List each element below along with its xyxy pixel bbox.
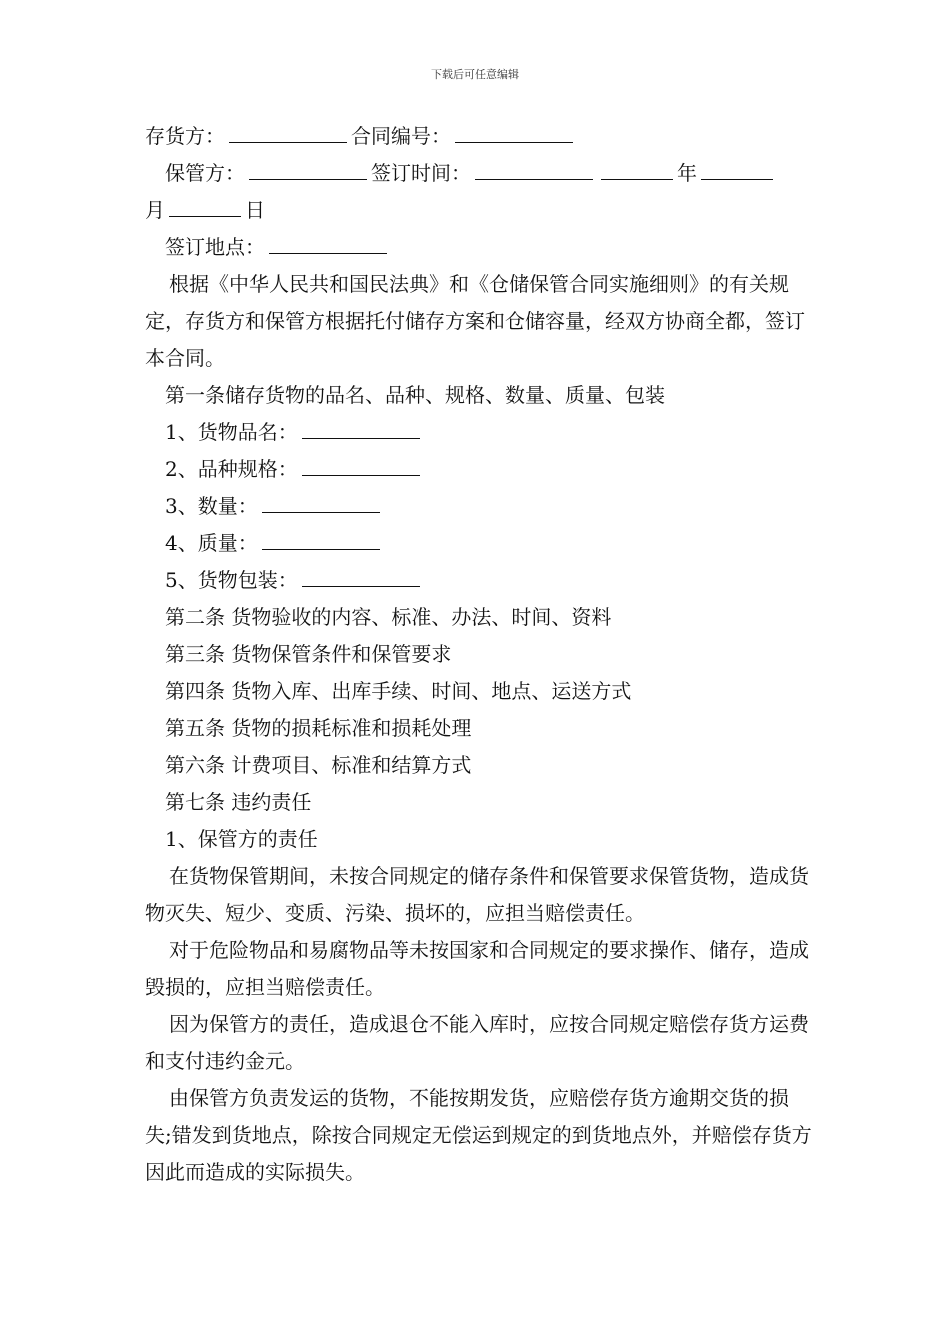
article-title: 第四条 货物入库、出库手续、时间、地点、运送方式	[165, 679, 632, 703]
contract-no-blank	[455, 124, 573, 143]
liability-paragraph: 因为保管方的责任，造成退仓不能入库时，应按合同规定赔偿存货方运费和支付违约金元。	[145, 1012, 809, 1073]
contract-body	[145, 118, 815, 1191]
month-blank	[701, 161, 773, 180]
year-blank	[601, 161, 673, 180]
sign-place-line	[145, 229, 815, 266]
custodian-line	[145, 155, 815, 192]
article-title: 第七条 违约责任	[165, 790, 312, 814]
sign-place-label: 签订地点：	[165, 235, 265, 259]
article-title: 第五条 货物的损耗标准和损耗处理	[165, 716, 472, 740]
article-1-item	[145, 562, 815, 599]
liability-heading: 1、保管方的责任	[165, 827, 318, 851]
depositor-line	[145, 118, 815, 155]
contract-no-label: 合同编号：	[351, 124, 451, 148]
article-1-item	[145, 451, 815, 488]
item-label: 4、质量：	[165, 531, 258, 555]
date-line	[145, 192, 815, 229]
article-title: 第二条 货物验收的内容、标准、办法、时间、资料	[165, 605, 612, 629]
item-blank	[302, 457, 420, 476]
article-title: 第六条 计费项目、标准和结算方式	[165, 753, 472, 777]
article-1-item	[145, 414, 815, 451]
custodian-blank	[249, 161, 367, 180]
item-label: 1、货物品名：	[165, 420, 298, 444]
item-blank	[302, 420, 420, 439]
item-blank	[262, 531, 380, 550]
item-blank	[262, 494, 380, 513]
depositor-label: 存货方：	[145, 124, 225, 148]
month-label: 月	[145, 198, 165, 222]
day-blank	[169, 198, 241, 217]
article-1-item	[145, 525, 815, 562]
item-blank	[302, 568, 420, 587]
sign-time-label: 签订时间：	[371, 161, 471, 185]
item-label: 3、数量：	[165, 494, 258, 518]
item-label: 5、货物包装：	[165, 568, 298, 592]
custodian-label: 保管方：	[165, 161, 245, 185]
article-1-title: 第一条储存货物的品名、品种、规格、数量、质量、包装	[165, 383, 665, 407]
liability-paragraph: 由保管方负责发运的货物，不能按期发货，应赔偿存货方逾期交货的损失;错发到货地点，除按合同规定无偿运到规定的到货地点外，并赔偿存货方因此而造成的实际损失。	[145, 1086, 812, 1184]
article-title: 第三条 货物保管条件和保管要求	[165, 642, 452, 666]
sign-place-blank	[269, 235, 387, 254]
liability-paragraph: 对于危险物品和易腐物品等未按国家和合同规定的要求操作、储存，造成毁损的，应担当赔偿责任。	[145, 938, 809, 999]
depositor-blank	[229, 124, 347, 143]
article-1-item	[145, 488, 815, 525]
sign-time-blank	[475, 161, 593, 180]
year-label: 年	[677, 161, 697, 185]
item-label: 2、品种规格：	[165, 457, 298, 481]
day-label: 日	[245, 198, 265, 222]
intro-paragraph: 根据《中华人民共和国民法典》和《仓储保管合同实施细则》的有关规定，存货方和保管方根据托付储存方案和仓储容量，经双方协商全都，签订本合同。	[145, 272, 805, 370]
liability-paragraph: 在货物保管期间，未按合同规定的储存条件和保管要求保管货物，造成货物灭失、短少、变质、污染、损坏的，应担当赔偿责任。	[145, 864, 809, 925]
header-note: 下载后可任意编辑	[431, 68, 519, 81]
